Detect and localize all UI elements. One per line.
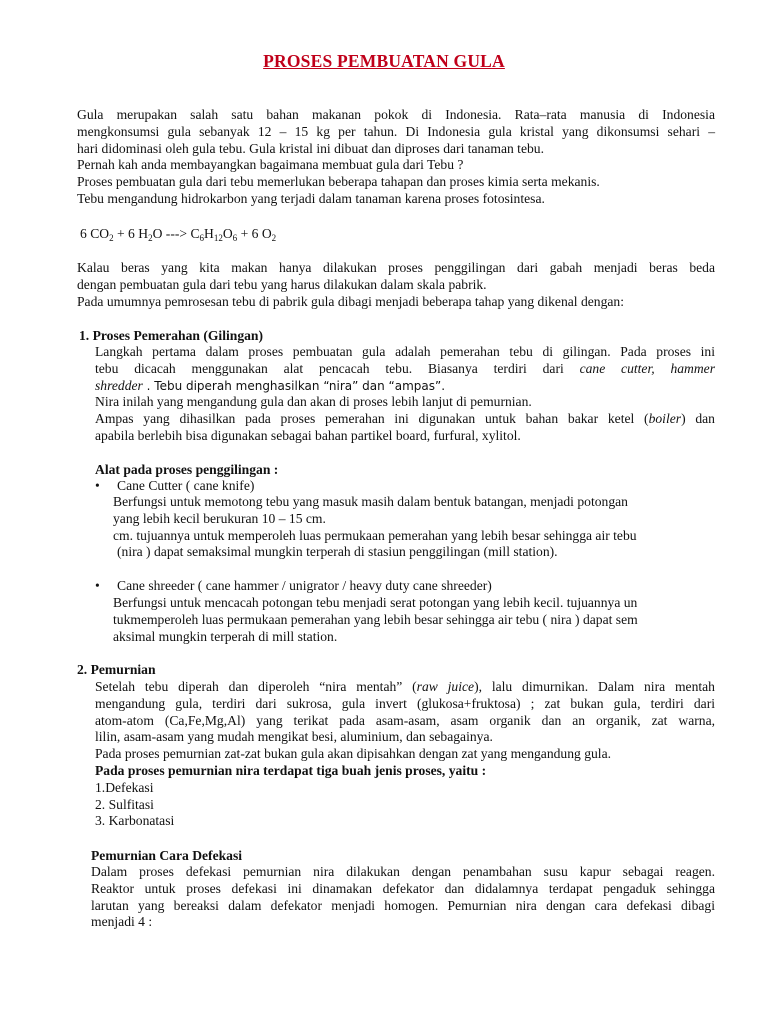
equation-subscript: 6 [199,233,205,243]
text-line: Ampas yang dihasilkan pada proses pemerahan ini digunakan untuk bahan bakar ketel (boiler) dan [95,411,715,427]
text-line: atom-atom (Ca,Fe,Mg,Al) yang terikat pada asam-asam, asam organik dan an organik, zat warna, [95,712,715,728]
chemical-equation [80,226,276,243]
equation-text: O [222,226,233,241]
text-line: Pernah kah anda membayangkan bagaimana membuat gula dari Tebu ? [77,157,464,173]
section-1-body [95,344,715,445]
text-line: Gula merupakan salah satu bahan makanan pokok di Indonesia. Rata–rata manusia di Indonesia [77,107,715,122]
equation-subscript: 6 [232,233,238,243]
tool-title: Cane Cutter ( cane knife) [117,478,255,493]
text-line: Berfungsi untuk mencacah potongan tebu menjadi serat potongan yang lebih kecil. tujuannya un [113,595,638,610]
text-line: tukmemperoleh luas permukaan pemerahan yang lebih besar sehingga air tebu ( nira ) dapat sem [113,611,638,627]
text-line: Setelah tebu diperah dan diperoleh “nira mentah” (raw juice), lalu dimurnikan. Dalam nira mentah [95,679,715,694]
text-line: Tebu mengandung hidrokarbon yang terjadi dalam tanaman karena proses fotosintesa. [77,190,545,206]
equation-text: + 6 H [113,226,149,241]
equation-subscript: 2 [109,233,114,243]
equation-text: 6 CO [80,226,110,241]
text-line: Pada proses pemurnian nira terdapat tiga buah jenis proses, yaitu : [95,762,487,778]
equation-text: O ---> C [152,226,200,241]
text-line: Dalam proses defekasi pemurnian nira dilakukan dengan penambahan susu kapur sebagai reagen. [91,864,715,879]
text-line: menjadi 4 : [91,914,153,930]
text-line: Pada proses pemurnian zat-zat bukan gula akan dipisahkan dengan zat yang mengandung gula. [95,746,612,762]
equation-subscript: 2 [271,233,277,243]
list-item: 1.Defekasi [95,779,154,795]
text-line: mengkonsumsi gula sebanyak 12 – 15 kg per tahun. Di Indonesia gula kristal yang dikonsumsi sehari – [77,123,715,139]
tools-heading: Alat pada proses penggilingan : [95,462,279,477]
list-item: 2. Sulfitasi [95,796,154,812]
tool-item-cane-shreeder-desc [113,595,715,645]
text-line: Nira inilah yang mengandung gula dan akan di proses lebih lanjut di pemurnian. [95,394,532,410]
list-item: 3. Karbonatasi [95,813,175,829]
text-line: lilin, asam-asam yang mudah mengikat besi, aluminium, dan sebagainya. [95,729,493,745]
text-line: (nira ) dapat semaksimal mungkin terperah di stasiun penggilingan (mill station). [117,544,558,560]
page-title: PROSES PEMBUATAN GULA [263,51,505,71]
text-line: larutan yang bereaksi dalam defekator menjadi homogen. Pemurnian nira dengan cara defekasi dibagi [91,897,715,913]
bullet-icon: • [95,478,100,493]
text-line: yang lebih kecil berukuran 10 – 15 cm. [113,510,326,526]
tool-item-cane-shreeder [95,578,492,595]
intro-paragraph [77,107,715,208]
text-line: apabila berlebih bisa digunakan sebagai bahan partikel board, furfural, xylitol. [95,427,521,443]
text-line: dengan pembuatan gula dari tebu yang harus dilakukan dalam skala pabrik. [77,276,487,292]
section-1-heading: 1. Proses Pemerahan (Gilingan) [79,328,264,343]
tool-item-cane-cutter-desc [113,494,715,561]
section-2-heading: 2. Pemurnian [77,662,156,677]
tool-title: Cane shreeder ( cane hammer / unigrator / heavy duty cane shreeder) [117,578,492,593]
section-2-body [95,679,715,830]
equation-subscript: 12 [213,233,223,243]
paragraph-2 [77,260,715,310]
text-line: cm. tujuannya untuk memperoleh luas permukaan pemerahan yang lebih besar sehingga air tebu [113,527,637,543]
defekasi-body [91,864,715,931]
equation-subscript: 2 [148,233,153,243]
text-line: hari didominasi oleh gula tebu. Gula kristal ini dibuat dan diproses dari tanaman tebu. [77,140,544,156]
text-line: aksimal mungkin terperah di mill station. [113,628,338,644]
equation-text: + 6 O [237,226,272,241]
text-line: tebu dicacah menggunakan alat pencacah tebu. Biasanya terdiri dari cane cutter, hammer [95,360,716,376]
tool-item-cane-cutter [95,478,254,495]
text-line: shredder . Tebu diperah menghasilkan “nira” dan “ampas”. [95,377,446,393]
text-line: Pada umumnya pemrosesan tebu di pabrik gula dibagi menjadi beberapa tahap yang dikenal dengan: [77,293,624,309]
text-line: mengandung gula, terdiri dari sukrosa, gula invert (glukosa+fruktosa) ; zat bukan gula, terdiri dari [95,695,715,711]
defekasi-heading: Pemurnian Cara Defekasi [91,848,243,863]
text-line: Berfungsi untuk memotong tebu yang masuk masih dalam bentuk batangan, menjadi potongan [113,494,628,509]
equation-text: H [204,226,214,241]
bullet-icon: • [95,578,100,593]
text-line: Kalau beras yang kita makan hanya dilakukan proses penggilingan dari gabah menjadi beras beda [77,260,715,275]
text-line: Langkah pertama dalam proses pembuatan gula adalah pemerahan tebu di gilingan. Pada proses ini [95,344,715,359]
text-line: Reaktor untuk proses defekasi ini dinamakan defekator dan didalamnya terdapat pengaduk sehingga [91,880,715,896]
text-line: Proses pembuatan gula dari tebu memerlukan beberapa tahapan dan proses kimia serta mekanis. [77,174,600,190]
